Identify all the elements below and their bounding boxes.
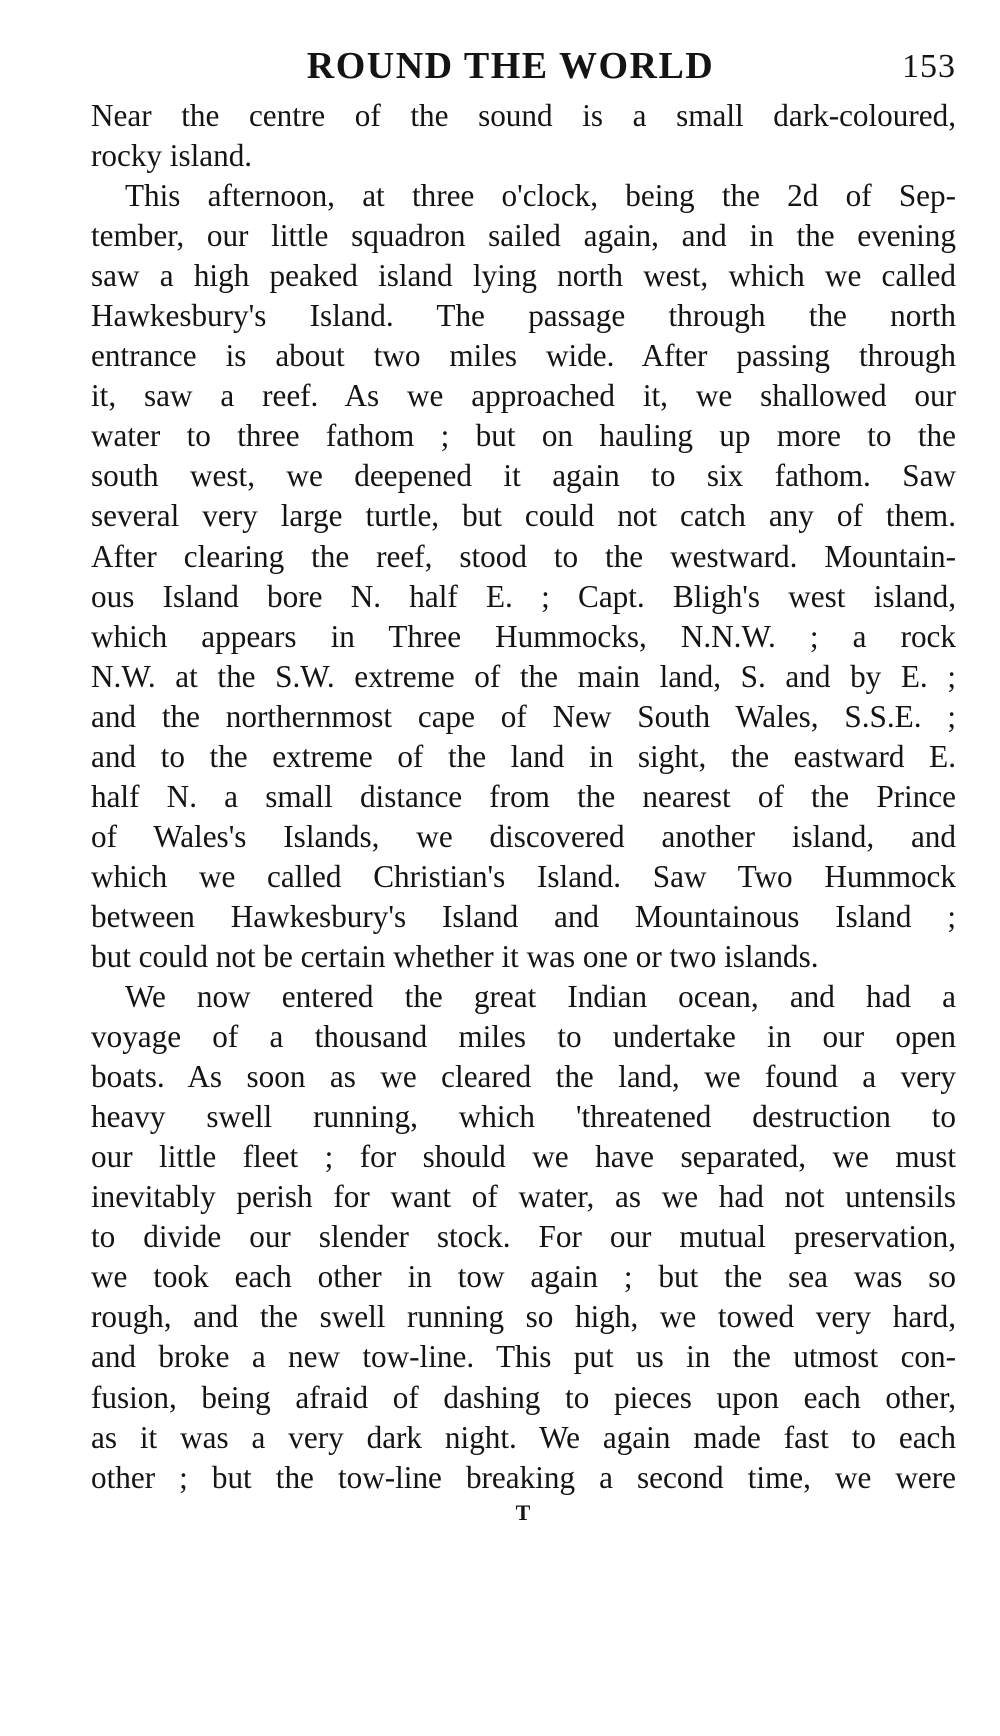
text-line: ous Island bore N. half E. ; Capt. Bligh's west island, (91, 578, 956, 614)
text-line: inevitably perish for want of water, as we had not untensils (91, 1179, 956, 1215)
running-title: ROUND THE WORLD (306, 45, 715, 87)
text-line: Hawkesbury's Island. The passage through the north (91, 298, 956, 334)
text-line: saw a high peaked island lying north west, which we called (91, 258, 956, 294)
text-line: to divide our slender stock. For our mutual preservation, (91, 1219, 956, 1255)
body-text (91, 96, 956, 1498)
text-line: boats. As soon as we cleared the land, we found a very (91, 1059, 956, 1095)
text-line: which we called Christian's Island. Saw Two Hummock (91, 858, 956, 894)
text-line: as it was a very dark night. We again made fast to each (91, 1419, 956, 1455)
text-line: entrance is about two miles wide. After passing through (91, 338, 956, 374)
text-line: Near the centre of the sound is a small dark-coloured, (91, 98, 956, 133)
text-line: After clearing the reef, stood to the westward. Mountain- (91, 538, 956, 574)
text-line: fusion, being afraid of dashing to pieces upon each other, (91, 1379, 956, 1415)
text-line: rough, and the swell running so high, we towed very hard, (91, 1299, 956, 1335)
text-line: south west, we deepened it again to six fathom. Saw (91, 458, 956, 494)
text-line: tember, our little squadron sailed again, and in the evening (91, 218, 956, 254)
text-line: which appears in Three Hummocks, N.N.W. ; a rock (91, 618, 956, 654)
page-number: 153 (902, 48, 956, 85)
text-line: half N. a small distance from the nearest of the Prince (91, 778, 956, 814)
text-line: we took each other in tow again ; but the sea was so (91, 1259, 956, 1295)
text-line: of Wales's Islands, we discovered another island, and (91, 818, 956, 854)
running-head (91, 36, 956, 96)
text-line: other ; but the tow-line breaking a second time, we were (91, 1459, 956, 1495)
text-line: it, saw a reef. As we approached it, we shallowed our (91, 378, 956, 414)
text-line: This afternoon, at three o'clock, being the 2d of Sep- (125, 178, 956, 214)
signature-mark: T (515, 1499, 532, 1525)
book-page (91, 36, 956, 1526)
text-line: and broke a new tow-line. This put us in the utmost con- (91, 1339, 956, 1375)
text-line: We now entered the great Indian ocean, and had a (125, 979, 956, 1015)
text-line: rocky island. (91, 138, 253, 174)
text-line: N.W. at the S.W. extreme of the main land, S. and by E. ; (91, 658, 956, 694)
text-line: and to the extreme of the land in sight, the eastward E. (91, 738, 956, 774)
text-line: heavy swell running, which 'threatened destruction to (91, 1099, 956, 1135)
text-line: water to three fathom ; but on hauling up more to the (91, 418, 956, 454)
text-line: our little fleet ; for should we have separated, we must (91, 1139, 956, 1175)
text-line: between Hawkesbury's Island and Mountainous Island ; (91, 898, 956, 934)
text-line: voyage of a thousand miles to undertake in our open (91, 1019, 956, 1055)
text-line: several very large turtle, but could not catch any of them. (91, 498, 956, 534)
text-line: but could not be certain whether it was one or two islands. (91, 938, 819, 974)
text-line: and the northernmost cape of New South Wales, S.S.E. ; (91, 698, 956, 734)
